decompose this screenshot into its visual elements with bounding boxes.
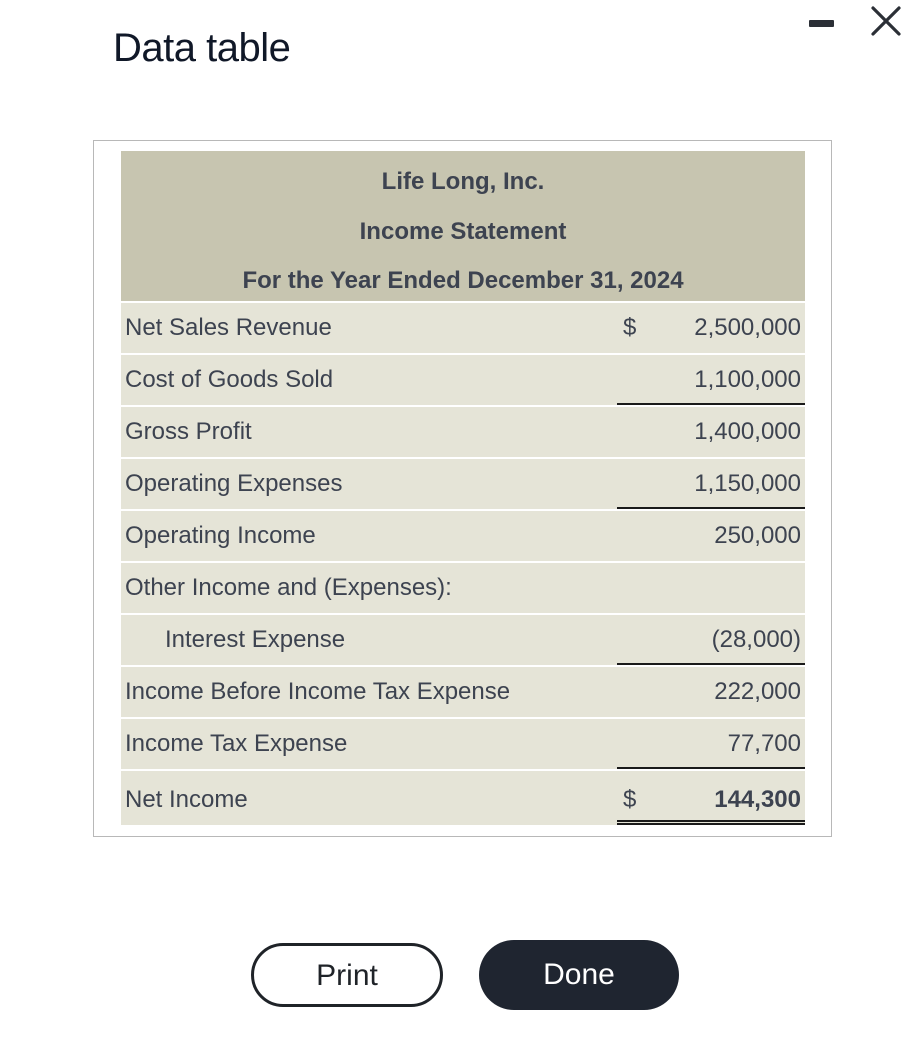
- subtotal-rule: [617, 767, 805, 769]
- row-amount: 1,100,000: [694, 366, 801, 393]
- subtotal-rule: [617, 403, 805, 405]
- table-row: [121, 407, 805, 457]
- dollar-sign: $: [623, 314, 637, 341]
- table-row: [121, 511, 805, 561]
- row-amount: 250,000: [714, 522, 801, 549]
- row-amount: 1,150,000: [694, 470, 801, 497]
- done-button[interactable]: Done: [479, 940, 679, 1010]
- dollar-sign: $: [623, 786, 637, 813]
- company-name: Life Long, Inc.: [381, 168, 545, 195]
- row-label: Income Before Income Tax Expense: [125, 678, 511, 705]
- table-row: [121, 459, 805, 509]
- row-label: Interest Expense: [165, 626, 346, 653]
- row-label: Other Income and (Expenses):: [125, 574, 452, 601]
- minimize-button[interactable]: [806, 6, 836, 36]
- row-amount: 2,500,000: [694, 314, 801, 341]
- row-amount: 1,400,000: [694, 418, 801, 445]
- statement-header: [121, 151, 805, 301]
- row-label: Operating Income: [125, 522, 316, 549]
- row-label: Net Income: [125, 786, 248, 813]
- table-row: [121, 771, 805, 825]
- row-label: Net Sales Revenue: [125, 314, 332, 341]
- statement-period: For the Year Ended December 31, 2024: [242, 267, 684, 294]
- row-label: Income Tax Expense: [125, 730, 348, 757]
- row-amount: 144,300: [714, 786, 801, 813]
- income-statement-table: [121, 151, 805, 825]
- statement-name: Income Statement: [359, 218, 567, 245]
- table-row: [121, 355, 805, 405]
- row-label: Gross Profit: [125, 418, 252, 445]
- row-amount: (28,000): [711, 626, 801, 653]
- table-row: [121, 563, 805, 613]
- subtotal-rule: [617, 663, 805, 665]
- minimize-icon: [809, 20, 834, 27]
- row-amount: 77,700: [727, 730, 801, 757]
- close-button[interactable]: [868, 4, 904, 38]
- print-button[interactable]: Print: [251, 943, 443, 1007]
- table-row: [121, 303, 805, 353]
- dialog-title: Data table: [113, 26, 291, 70]
- table-row: [121, 667, 805, 717]
- table-row: [121, 719, 805, 769]
- close-icon: [868, 4, 904, 38]
- total-double-rule: [617, 820, 805, 825]
- row-label: Operating Expenses: [125, 470, 343, 497]
- row-label: Cost of Goods Sold: [125, 366, 334, 393]
- subtotal-rule: [617, 507, 805, 509]
- table-row: [121, 615, 805, 665]
- row-amount: 222,000: [714, 678, 801, 705]
